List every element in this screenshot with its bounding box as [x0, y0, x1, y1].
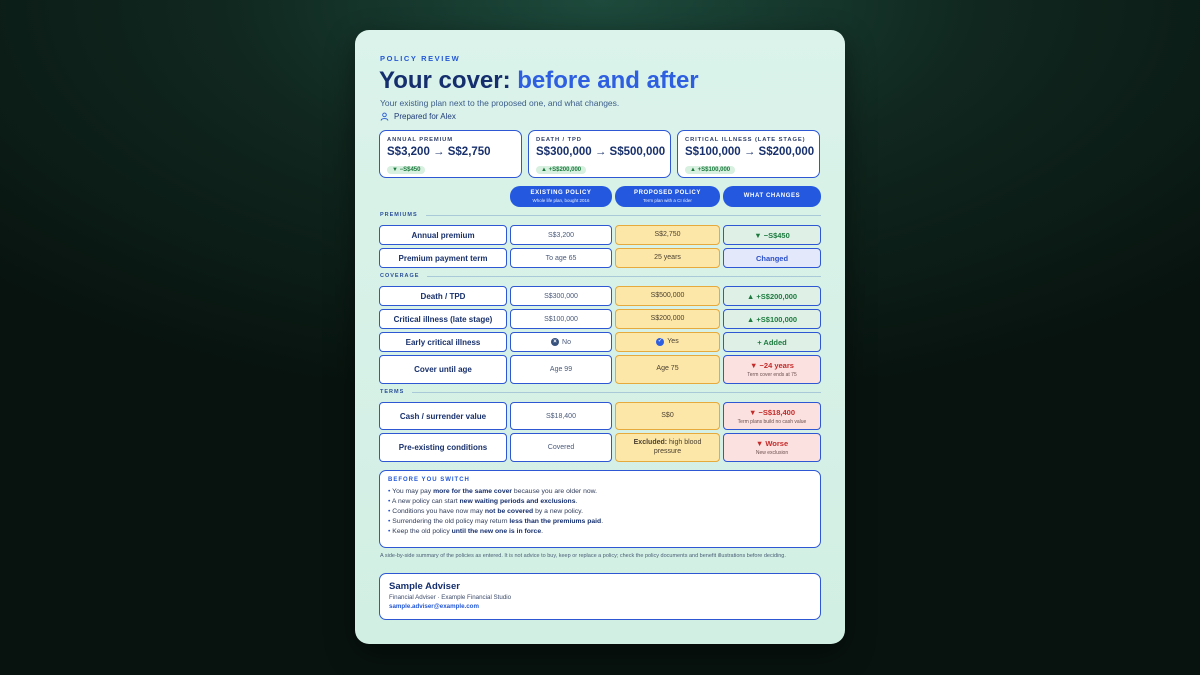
column-title: EXISTING POLICY — [530, 190, 592, 196]
section-coverage — [380, 273, 821, 279]
existing-value: To age 65 — [510, 248, 612, 268]
change-badge — [723, 355, 821, 384]
column-subtitle: Term plan with a CI rider — [643, 198, 692, 203]
change-note: New exclusion — [755, 450, 789, 456]
existing-value: S$300,000 — [510, 286, 612, 306]
adviser-role: Financial Adviser · Example Financial Studio — [389, 594, 512, 601]
stat-death-tpd — [528, 130, 671, 178]
list-item: • A new policy can start new waiting periods and exclusions. — [388, 497, 812, 507]
proposed-value: S$500,000 — [615, 286, 720, 306]
policy-review-card — [355, 30, 845, 644]
proposed-value: Age 75 — [615, 355, 720, 384]
before-you-switch-callout — [379, 470, 821, 548]
existing-value: Covered — [510, 433, 612, 462]
change-badge: ▲ +S$200,000 — [723, 286, 821, 306]
proposed-value: 25 years — [615, 248, 720, 268]
row-label: Cover until age — [379, 355, 507, 384]
page-subtitle: Your existing plan next to the proposed one, and what changes. — [380, 98, 620, 108]
change-badge: ▼ −S$450 — [723, 225, 821, 245]
proposed-value: S$200,000 — [615, 309, 720, 329]
stat-value: S$100,000 → S$200,000 — [685, 146, 815, 158]
list-item: • Keep the old policy until the new one is in force. — [388, 527, 812, 537]
stat-label: CRITICAL ILLNESS (LATE STAGE) — [685, 137, 806, 143]
row-label: Death / TPD — [379, 286, 507, 306]
proposed-value-cell — [615, 433, 720, 462]
proposed-value: S$0 — [615, 402, 720, 430]
row-label: Cash / surrender value — [379, 402, 507, 430]
column-subtitle: Whole life plan, bought 2016 — [532, 198, 590, 203]
callout-title: BEFORE YOU SWITCH — [388, 477, 470, 483]
stat-value: S$300,000 → S$500,000 — [536, 146, 666, 158]
prepared-for — [380, 112, 456, 121]
change-badge: Changed — [723, 248, 821, 268]
title-accent: before and after — [517, 67, 699, 94]
eyebrow: POLICY REVIEW — [380, 54, 461, 63]
page-title — [379, 67, 699, 95]
existing-value: S$3,200 — [510, 225, 612, 245]
list-item: • Conditions you have now may not be covered by a new policy. — [388, 507, 812, 517]
existing-value-cell — [510, 332, 612, 352]
change-badge: + Added — [723, 332, 821, 352]
stat-chip: ▼ −S$450 — [387, 166, 425, 174]
column-header-existing — [510, 186, 612, 207]
prepared-for-text: Prepared for Alex — [394, 112, 456, 121]
section-terms — [380, 389, 821, 395]
list-item: • You may pay more for the same cover because you are older now. — [388, 487, 812, 497]
existing-value: Age 99 — [510, 355, 612, 384]
row-label: Annual premium — [379, 225, 507, 245]
row-label: Pre-existing conditions — [379, 433, 507, 462]
change-text: ▼ −24 years — [750, 361, 794, 370]
column-title: WHAT CHANGES — [743, 193, 801, 199]
list-item: • Surrendering the old policy may return less than the premiums paid. — [388, 517, 812, 527]
change-text: ▼ −S$18,400 — [749, 407, 795, 417]
column-title: PROPOSED POLICY — [633, 190, 701, 196]
adviser-email-link[interactable]: sample.adviser@example.com — [389, 603, 479, 610]
adviser-card — [379, 573, 821, 620]
proposed-value-bold: Excluded: — [633, 438, 668, 446]
section-premiums — [380, 212, 821, 218]
check-icon: ✓ — [657, 338, 663, 345]
row-label: Critical illness (late stage) — [379, 309, 507, 329]
stat-annual-premium — [379, 130, 522, 178]
change-note: Term cover ends at 75 — [747, 372, 797, 378]
change-text: ▼ Worse — [755, 439, 789, 448]
stat-label: ANNUAL PREMIUM — [387, 137, 453, 143]
stat-critical-illness — [677, 130, 820, 178]
cross-icon: × — [551, 338, 559, 346]
proposed-value: Yes — [667, 337, 679, 345]
row-label: Early critical illness — [379, 332, 507, 352]
callout-list — [388, 487, 812, 537]
adviser-name: Sample Adviser — [389, 581, 460, 592]
proposed-value: S$2,750 — [615, 225, 720, 245]
change-badge — [723, 433, 821, 462]
section-label: TERMS — [380, 389, 405, 395]
person-icon — [380, 112, 389, 121]
existing-value: S$100,000 — [510, 309, 612, 329]
disclaimer: A side-by-side summary of the policies as entered. It is not advice to buy, keep or replace a policy; check the policy documents and benefit illustrations before deciding. — [380, 553, 786, 559]
existing-value: S$18,400 — [510, 402, 612, 430]
row-label: Premium payment term — [379, 248, 507, 268]
stat-chip: ▲ +S$200,000 — [536, 166, 586, 174]
stat-chip: ▲ +S$100,000 — [685, 166, 735, 174]
proposed-value-cell — [615, 332, 720, 352]
change-note: Term plans build no cash value — [737, 418, 807, 425]
change-badge: ▲ +S$100,000 — [723, 309, 821, 329]
section-label: PREMIUMS — [380, 212, 418, 218]
stat-label: DEATH / TPD — [536, 137, 582, 143]
proposed-value: high blood pressure — [653, 438, 702, 455]
existing-value: No — [562, 338, 571, 346]
column-header-changes — [723, 186, 821, 207]
section-label: COVERAGE — [380, 273, 420, 279]
column-header-proposed — [615, 186, 720, 207]
stat-value: S$3,200 → S$2,750 — [387, 146, 491, 158]
change-badge — [723, 402, 821, 430]
title-lead: Your cover: — [379, 67, 511, 94]
